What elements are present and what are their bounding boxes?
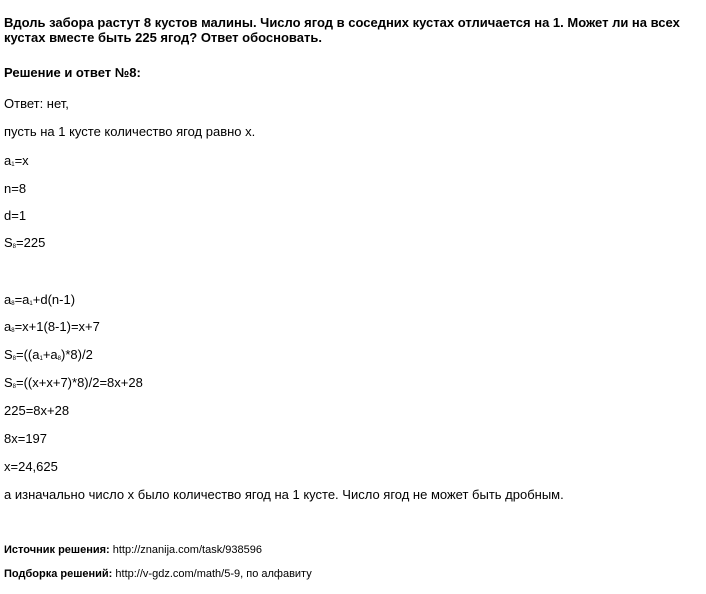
a1-line: $a_1=х$ [4,153,29,168]
source-link[interactable]: http://znanija.com/task/938596 [112,544,262,556]
collection-link[interactable]: http://v-gdz.com/math/5-9 [115,568,241,580]
s8-line: $S_8=225$ [4,235,46,250]
conclusion-line: а изначально число х было количество ягод на 1 кусте. Число ягод не может быть дробным. [4,487,564,502]
n-line: n=8 [4,181,27,196]
formula-s8: $S_8=((x+x+7)*8)/2=8x+28$ [4,375,143,390]
intro-line: пусть на 1 кусте количество ягод равно х. [4,124,256,139]
formula-an: $a_8=a_1+d(n-1)$ [4,292,76,307]
collection-line [4,567,312,581]
source-line [4,543,262,557]
collection-label: Подборка решений: [4,568,113,580]
d-line: d=1 [4,208,27,223]
formula-a8: $a_8=x+1(8-1)=x+7$ [4,319,100,334]
source-label: Источник решения: [4,544,110,556]
problem-title: Вдоль забора растут 8 кустов малины. Число ягод в соседних кустах отличается на 1. Может ли на всех кустах вместе быть 225 ягод? Ответ обосновать. [4,15,680,45]
formula-sn: $S_8=((a_1+a_8)*8)/2$ [4,347,93,362]
equation-2: 8x=197 [4,431,48,446]
collection-suffix: , по алфавиту [240,568,312,580]
equation-1: 225=8x+28 [4,403,70,418]
equation-3: x=24,625 [4,459,58,474]
answer-line: Ответ: нет, [4,96,69,111]
solution-heading: Решение и ответ №8: [4,65,141,80]
